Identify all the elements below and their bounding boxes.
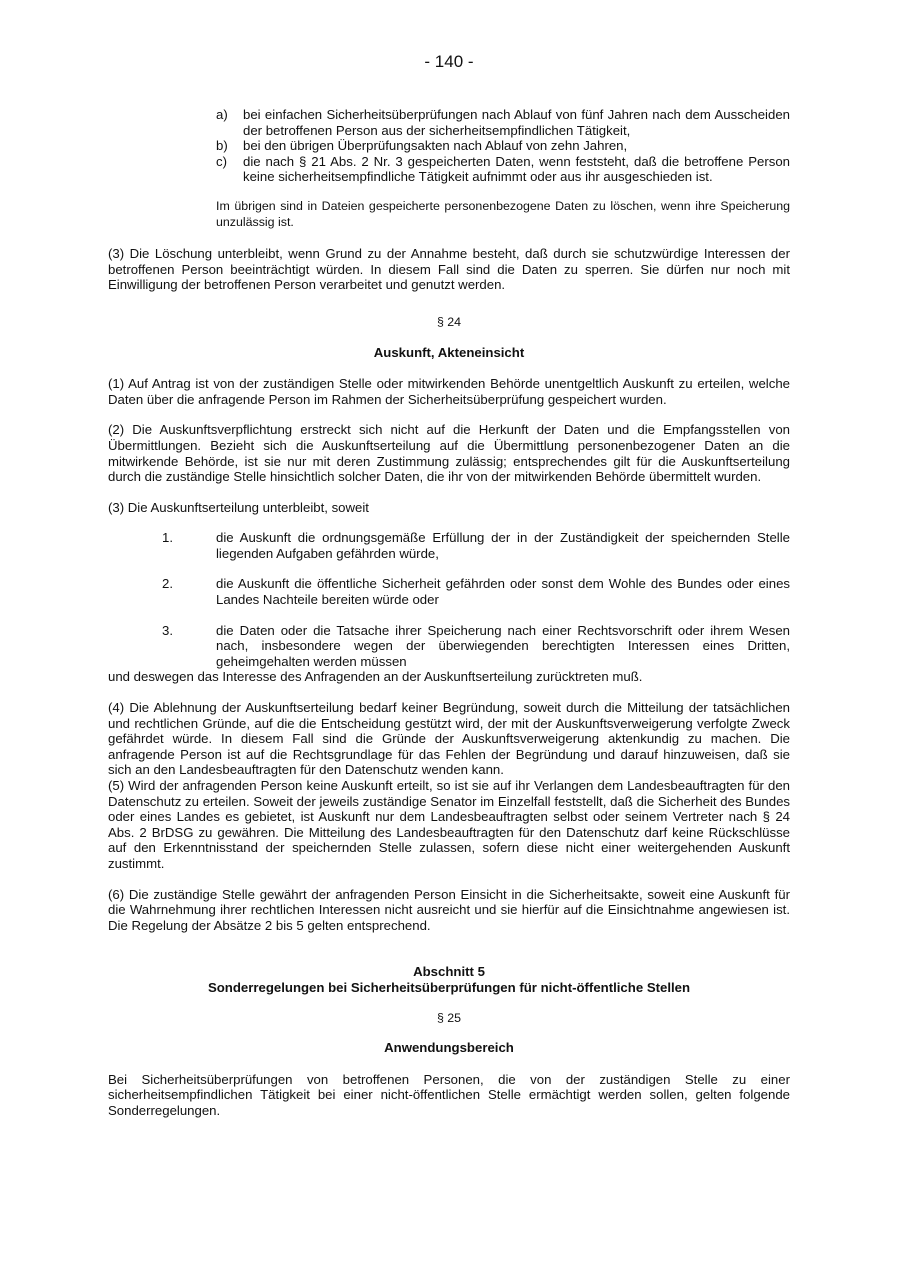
list-item — [216, 154, 790, 185]
list-item-text: die nach § 21 Abs. 2 Nr. 3 gespeicherten Daten, wenn feststeht, daß die betroffene Person keine sicherheitsempfindliche Tätigkeit aufnimmt oder aus ihr ausgeschieden ist. — [243, 153, 790, 185]
abschnitt-5-heading: Abschnitt 5 — [413, 964, 485, 980]
list-item-text: bei den übrigen Überprüfungsakten nach Ablauf von zehn Jahren, — [243, 138, 628, 154]
paragraph-im-uebrigen: Im übrigen sind in Dateien gespeicherte personenbezogene Daten zu löschen, wenn ihre Speicherung unzulässig ist. — [216, 198, 790, 229]
list-item — [216, 138, 790, 154]
s24-paragraph-1: (1) Auf Antrag ist von der zuständigen Stelle oder mitwirkenden Behörde unentgeltlich Auskunft zu erteilen, welche Daten über die anfragende Person im Rahmen der Sicherheitsüberprüfung gespeichert wurden. — [108, 376, 790, 407]
list-item — [216, 107, 790, 138]
list-item — [108, 576, 790, 607]
list-item-text: die Auskunft die ordnungsgemäße Erfüllung der in der Zuständigkeit der speichernden Stelle liegenden Aufgaben gefährden würde, — [216, 530, 790, 561]
paragraph-3-loeschung: (3) Die Löschung unterbleibt, wenn Grund zu der Annahme besteht, daß durch sie schutzwürdige Interessen der betroffenen Person beeinträchtigt würden. In diesem Fall sind die Daten zu sperren. Sie dürfen nur noch mit Einwilligung der betroffenen Person verarbeitet und genutzt werden. — [108, 246, 790, 293]
list-item-label: 2. — [162, 576, 173, 592]
list-item-text: bei einfachen Sicherheitsüberprüfungen nach Ablauf von fünf Jahren nach dem Ausscheiden der betroffenen Person aus der sicherheitsempfindlichen Tätigkeit, — [243, 107, 790, 138]
list-item-label: c) — [216, 153, 227, 169]
document-page — [108, 52, 790, 1119]
s24-paragraph-4: (4) Die Ablehnung der Auskunftserteilung bedarf keiner Begründung, soweit durch die Mitteilung der tatsächlichen und rechtlichen Gründe, auf die die Entscheidung gestützt wird, der mit der Auskunftsverweigerung verfolgte Zweck gefährdet würde. In diesem Fall sind die Gründe der Auskunftsverweigerung aktenkundig zu machen. Die anfragende Person ist auf die Rechtsgrundlage für das Fehlen der Begründung und darauf hinzuweisen, daß sie sich an den Landesbeauftragten für den Datenschutz wenden kann. — [108, 700, 790, 778]
section-title-24: Auskunft, Akteneinsicht — [373, 344, 525, 360]
s24-paragraph-5: (5) Wird der anfragenden Person keine Auskunft erteilt, so ist sie auf ihr Verlangen dem Landesbeauftragten für den Datenschutz zu erteilen. Soweit der jeweils zuständige Senator im Einzelfall feststellt, daß die Sicherheit des Bundes oder eines Landes es gebietet, ist Auskunft nur dem Landesbeauftragten selbst oder seinem Vertreter nach § 24 Abs. 2 BrDSG zu gewähren. Die Mitteilung des Landesbeauftragten für den Datenschutz darf keine Rückschlüsse auf den Erkenntnisstand der speichernden Stelle zulassen, sofern diese nicht einer weitergehenden Auskunft zustimmt. — [108, 778, 790, 871]
s24-paragraph-3-intro: (3) Die Auskunftserteilung unterbleibt, soweit — [108, 499, 369, 515]
list-item-text: die Daten oder die Tatsache ihrer Speicherung nach einer Rechtsvorschrift oder ihrem Wesen nach, insbesondere wegen der überwiegenden berechtigten Interessen eines Dritten, geheimgehalten werden müssen — [216, 622, 790, 669]
list-deletion-deadlines — [216, 107, 790, 185]
page-number: - 140 - — [424, 52, 474, 71]
section-number-25: § 25 — [436, 1010, 462, 1025]
list-item-label: b) — [216, 138, 228, 154]
list-item — [108, 530, 790, 561]
section-number-24: § 24 — [436, 314, 462, 329]
abschnitt-5-title: Sonderregelungen bei Sicherheitsüberprüfungen für nicht-öffentliche Stellen — [207, 979, 691, 995]
list-item-label: 1. — [162, 530, 173, 546]
list-item-text: die Auskunft die öffentliche Sicherheit gefährden oder sonst dem Wohle des Bundes oder eines Landes Nachteile bereiten würde oder — [216, 576, 790, 608]
list-item — [108, 623, 790, 670]
s24-paragraph-3-outro: und deswegen das Interesse des Anfragenden an der Auskunftserteilung zurücktreten muß. — [108, 669, 643, 685]
s24-paragraph-6: (6) Die zuständige Stelle gewährt der anfragenden Person Einsicht in die Sicherheitsakte, soweit eine Auskunft für die Wahrnehmung ihrer rechtlichen Interessen nicht ausreicht und sie hierfür auf die Einsichtnahme angewiesen ist. Die Regelung der Absätze 2 bis 5 gelten entsprechend. — [108, 886, 790, 933]
list-item-label: a) — [216, 107, 228, 122]
s24-paragraph-2: (2) Die Auskunftsverpflichtung erstreckt sich nicht auf die Herkunft der Daten und die Empfangsstellen von Übermittlungen. Bezieht sich die Auskunftserteilung auf die Übermittlung personenbezogener Daten an die mitwirkende Behörde, ist sie nur mit deren Zustimmung zulässig; entsprechendes gilt für die Auskunftserteilung durch die zuständige Stelle hinsichtlich solcher Daten, die ihr von der mitwirkenden Behörde übermittelt wurden. — [108, 422, 790, 485]
list-item-label: 3. — [162, 622, 173, 638]
section-title-25: Anwendungsbereich — [384, 1040, 514, 1056]
s24-refusal-list — [108, 530, 790, 669]
s25-paragraph-1: Bei Sicherheitsüberprüfungen von betroffenen Personen, die von der zuständigen Stelle zu einer sicherheitsempfindlichen Tätigkeit bei einer nicht-öffentlichen Stelle ermächtigt werden sollen, gelten folgende Sonderregelungen. — [108, 1071, 790, 1118]
